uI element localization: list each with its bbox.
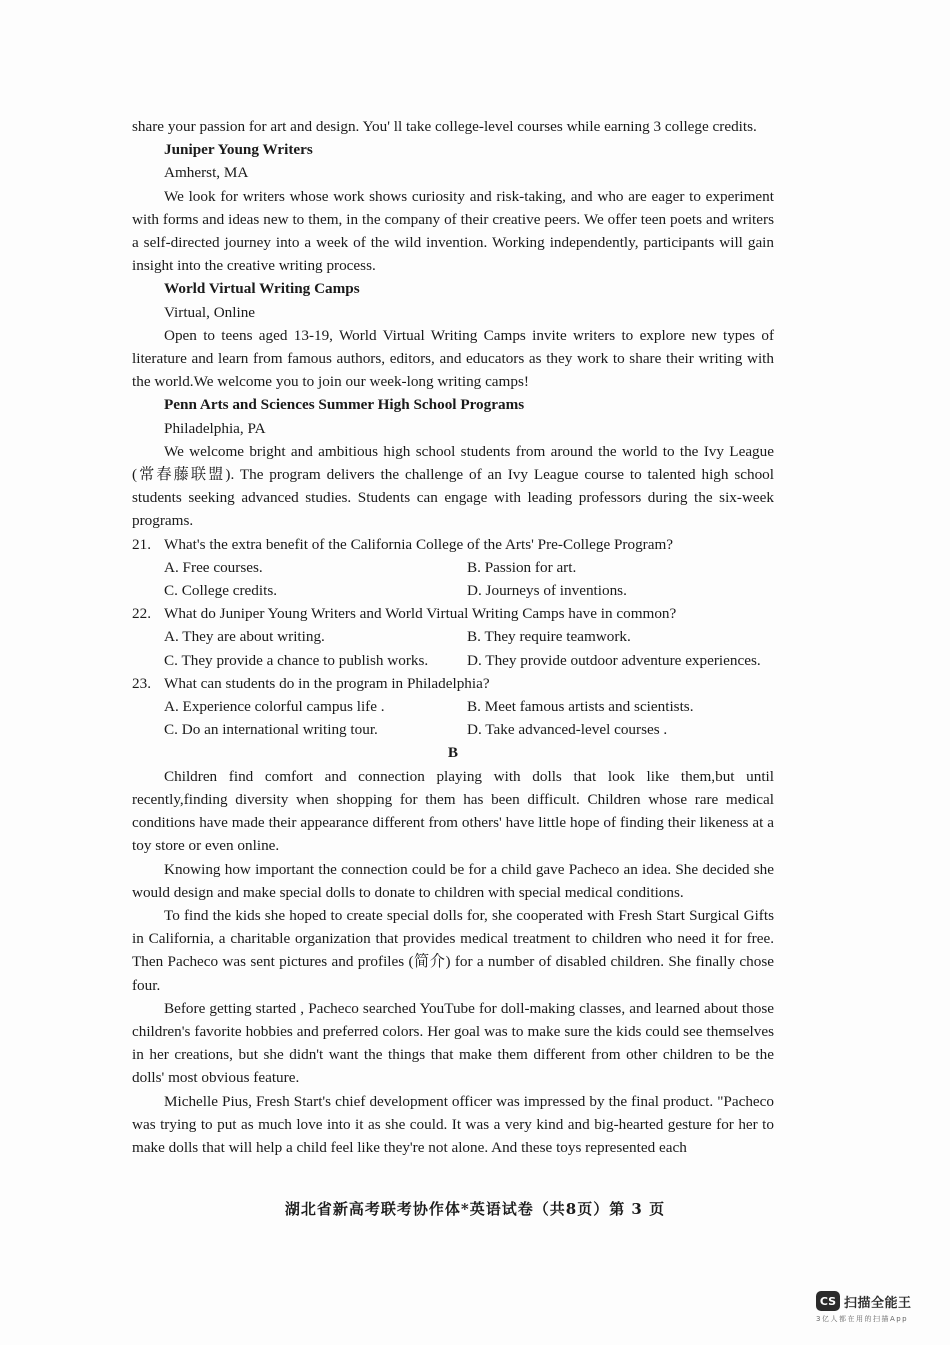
camscanner-logo-icon: CS bbox=[816, 1291, 840, 1311]
program-location: Virtual, Online bbox=[164, 303, 256, 321]
option-b: B. They require teamwork. bbox=[467, 628, 631, 646]
program-description: We look for writers whose work shows curiosity and risk-taking, and who are eager to experiment with forms and ideas new to them, in the company of their creative peers. We offer teen poets and writers a self-directed journey into a week of the wild invention. Working independently, participants will gain insight into the creative writing process. bbox=[132, 187, 774, 275]
page-content bbox=[132, 115, 774, 1159]
option-d: D. Take advanced-level courses . bbox=[467, 721, 668, 739]
passage-b bbox=[132, 765, 774, 1159]
program-world-virtual bbox=[132, 277, 774, 393]
question-stem bbox=[132, 533, 774, 556]
question-stem bbox=[132, 672, 774, 695]
question-options bbox=[132, 625, 774, 671]
program-penn bbox=[132, 393, 774, 532]
program-location: Philadelphia, PA bbox=[164, 419, 266, 437]
question-text: What do Juniper Young Writers and World Virtual Writing Camps have in common? bbox=[164, 605, 677, 623]
page-footer: 湖北省新高考联考协作体*英语试卷（共8页）第 3 页 bbox=[284, 1200, 666, 1218]
option-a: A. Free courses. bbox=[164, 558, 263, 576]
question-21 bbox=[132, 533, 774, 603]
scanner-watermark bbox=[816, 1291, 928, 1335]
question-23 bbox=[132, 672, 774, 742]
question-stem bbox=[132, 602, 774, 625]
option-b: B. Passion for art. bbox=[467, 558, 577, 576]
program-juniper bbox=[132, 138, 774, 277]
option-c: C. They provide a chance to publish works. bbox=[164, 651, 429, 669]
question-number: 22. bbox=[132, 605, 151, 623]
program-name: Juniper Young Writers bbox=[164, 141, 313, 159]
option-a: A. They are about writing. bbox=[164, 628, 325, 646]
question-number: 23. bbox=[132, 674, 151, 692]
option-c: C. Do an international writing tour. bbox=[164, 721, 378, 739]
passage-paragraph: Knowing how important the connection could be for a child gave Pacheco an idea. She decided she would design and make special dolls to donate to children with special medical conditions. bbox=[132, 860, 774, 901]
passage-paragraph: Before getting started , Pacheco searched YouTube for doll-making classes, and learned about those children's favorite hobbies and preferred colors. Her goal was to make sure the kids could see themselves in her creations, but she didn't want the things that make them different from other children to be the dolls' most obvious feature. bbox=[132, 999, 774, 1087]
option-d: D. They provide outdoor adventure experiences. bbox=[467, 651, 761, 669]
passage-paragraph: To find the kids she hoped to create special dolls for, she cooperated with Fresh Start Surgical Gifts in California, a charitable organization that provides medical treatment to children who need it for free. Then Pacheco was sent pictures and profiles (简介) for a number of disabled children. She finally chose four. bbox=[132, 906, 774, 994]
question-options bbox=[132, 695, 774, 741]
option-c: C. College credits. bbox=[164, 582, 278, 600]
question-text: What's the extra benefit of the California College of the Arts' Pre-College Program? bbox=[164, 535, 674, 553]
question-22 bbox=[132, 602, 774, 672]
program-description: Open to teens aged 13-19, World Virtual Writing Camps invite writers to explore new types of literature and learn from famous authors, editors, and educators as they work to share their writing with the world.We welcome you to join our week-long writing camps! bbox=[132, 326, 774, 391]
program-name: World Virtual Writing Camps bbox=[164, 280, 360, 298]
passage-paragraph: Michelle Pius, Fresh Start's chief development officer was impressed by the final product. "Pacheco was trying to put as much love into it as she could. It was a very kind and big-hearted gesture for her to make dolls that will help a child feel like they're not alone. And these toys represented each bbox=[132, 1092, 774, 1156]
program-location: Amherst, MA bbox=[164, 164, 249, 182]
question-number: 21. bbox=[132, 535, 151, 553]
question-text: What can students do in the program in Philadelphia? bbox=[164, 674, 490, 692]
watermark-tagline: 3亿人都在用的扫描App bbox=[816, 1315, 909, 1323]
program-description: We welcome bright and ambitious high school students from around the world to the Ivy League (常春藤联盟). The program delivers the challenge of an Ivy League course to talented high school students seeking advanced studies. Students can engage with leading professors during the six-week programs. bbox=[132, 442, 774, 530]
watermark-app-name: 扫描全能王 bbox=[844, 1295, 912, 1311]
watermark-row bbox=[816, 1291, 928, 1311]
passage-paragraph: Children find comfort and connection playing with dolls that look like them,but until recently,finding diversity when shopping for them has been difficult. Children whose rare medical conditions have made their appearance different from others' have little hope of finding their likeness at a toy store or even online. bbox=[132, 767, 774, 855]
option-a: A. Experience colorful campus life . bbox=[164, 698, 385, 716]
section-heading: B bbox=[447, 744, 459, 762]
question-options bbox=[132, 556, 774, 602]
option-b: B. Meet famous artists and scientists. bbox=[467, 698, 694, 716]
program-name: Penn Arts and Sciences Summer High School Programs bbox=[164, 396, 525, 414]
option-d: D. Journeys of inventions. bbox=[467, 582, 627, 600]
intro-tail: share your passion for art and design. You' ll take college-level courses while earning 3 college credits. bbox=[132, 118, 757, 135]
